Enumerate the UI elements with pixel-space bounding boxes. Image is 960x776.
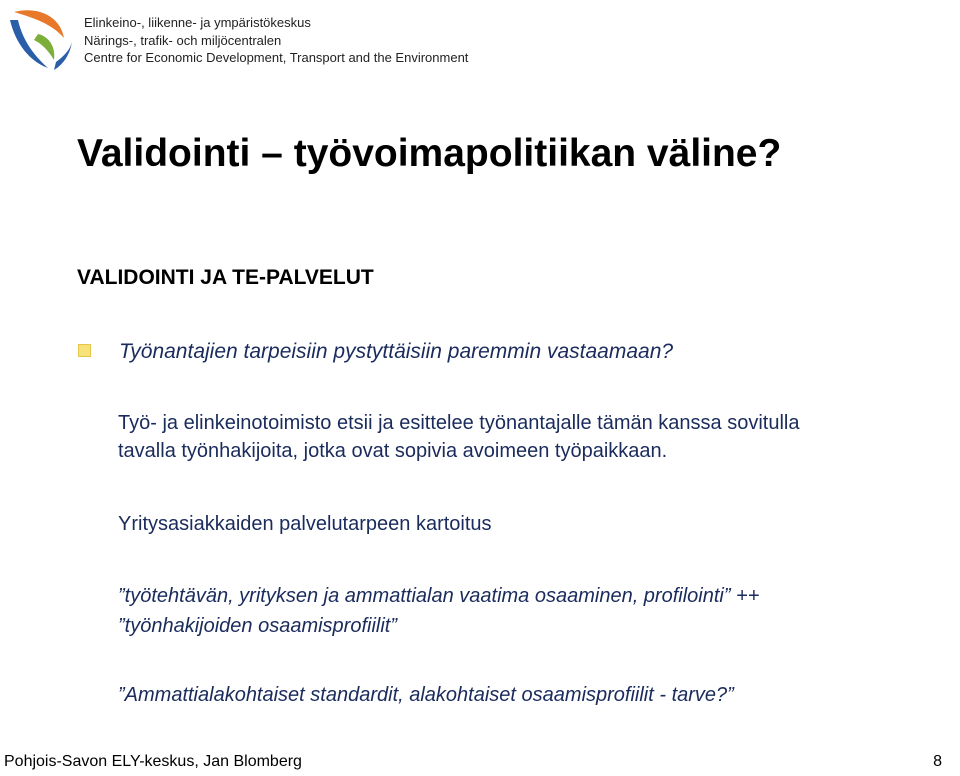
paragraph-line: Työ- ja elinkeinotoimisto etsii ja esittelee työnantajalle tämän kanssa sovitulla <box>118 412 800 434</box>
ely-logo-icon <box>4 4 76 76</box>
paragraph-needs-assessment: Yritysasiakkaiden palvelutarpeen kartoitus <box>118 513 492 535</box>
page-number: 8 <box>933 753 942 770</box>
bullet-text: Työnantajien tarpeisiin pystyttäisiin paremmin vastaamaan? <box>119 340 674 363</box>
footer-author: Pohjois-Savon ELY-keskus, Jan Blomberg <box>4 753 302 770</box>
organization-name <box>84 14 468 67</box>
slide-title: Validointi – työvoimapolitiikan väline? <box>77 132 782 175</box>
paragraph-service-description <box>118 409 799 465</box>
slide-subtitle: VALIDOINTI JA TE-PALVELUT <box>77 266 374 289</box>
org-name-en: Centre for Economic Development, Transport and the Environment <box>84 50 469 65</box>
paragraph-line: ”työtehtävän, yrityksen ja ammattialan vaatima osaaminen, profilointi” ++ <box>118 585 760 607</box>
paragraph-competence-profiling <box>118 581 759 641</box>
bullet-square-icon <box>78 344 91 357</box>
org-name-sv: Närings-, trafik- och miljöcentralen <box>84 32 282 48</box>
paragraph-line: ”työnhakijoiden osaamisprofiilit” <box>118 615 398 637</box>
paragraph-line: tavalla työnhakijoita, jotka ovat sopivia avoimeen työpaikkaan. <box>118 440 668 462</box>
org-name-fi: Elinkeino-, liikenne- ja ympäristökeskus <box>84 15 311 30</box>
paragraph-standards-question: ”Ammattialakohtaiset standardit, alakohtaiset osaamisprofiilit - tarve?” <box>118 684 734 706</box>
